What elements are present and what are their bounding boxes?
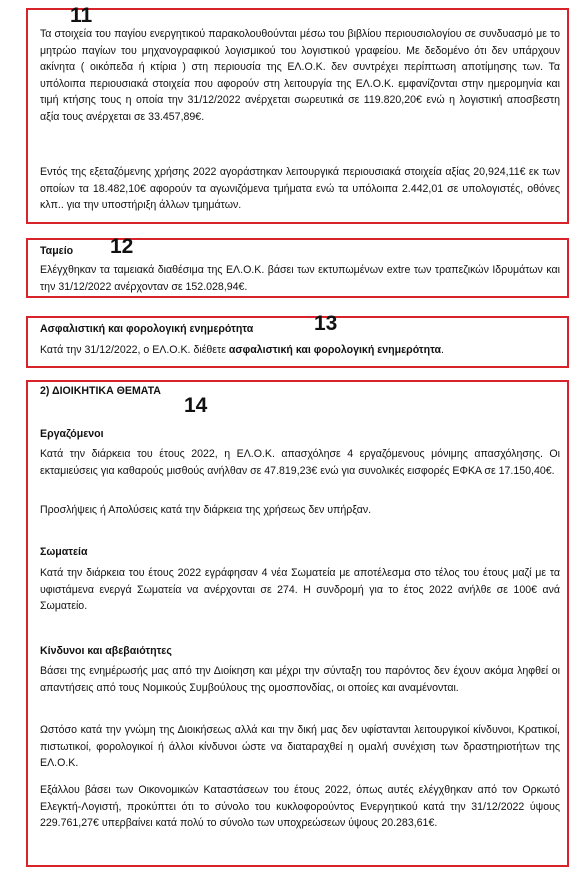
section-number-14: 14 bbox=[184, 394, 208, 417]
section-11-paragraph-2: Εντός της εξεταζόμενης χρήσης 2022 αγοράστηκαν λειτουργικά περιουσιακά στοιχεία αξίας 20,924,11€ εκ των οποίων τα 18.482,10€ αφορούν τα αγωνιζόμενα τμήματα ενώ τα υπόλοιπα 2.442,01 σε υπολογιστές, οθόνες κλπ.. για την υποστήριξη άλλων τμημάτων. bbox=[40, 166, 560, 212]
clubs-heading: Σωματεία bbox=[40, 546, 88, 558]
employees-paragraph-1: Κατά την διάρκεια του έτους 2022, η ΕΛ.Ο.Κ. απασχόλησε 4 εργαζόμενους μόνιμης απασχόλησης. Οι εκταμιεύσεις για καθαρούς μισθούς ανήλθαν σε 47.819,23€ ενώ για συνολικές εισφορές ΕΦΚΑ σε 17.150,40€. bbox=[40, 448, 560, 477]
section-14-title: 2) ΔΙΟΙΚΗΤΙΚΑ ΘΕΜΑΤΑ bbox=[40, 385, 161, 397]
section-13-text-bold: ασφαλιστική και φορολογική ενημερότητα bbox=[228, 344, 442, 356]
risks-paragraph-1: Βάσει της ενημέρωσής μας από την Διοίκηση και μέχρι την σύνταξη του παρόντος δεν έχουν ακόμα ληφθεί οι απαντήσεις από τους Νομικούς Συμβούλους της ομοσπονδίας, οι οποίες και αναμένονται. bbox=[40, 665, 560, 694]
risks-paragraph-3: Εξάλλου βάσει των Οικονομικών Καταστάσεων του έτους 2022, όπως αυτές ελέγχθηκαν από τον Ορκωτό Ελεγκτή-Λογιστή, προκύπτει ότι το σύνολο του κυκλοφορούντος Ενεργητικού κατά την 31/12/2022 ύψους 229.761,27€ υπερβαίνει κατά πολύ το σύνολο των υποχρεώσεων ύψους 20.283,61€. bbox=[40, 784, 560, 830]
employees-heading: Εργαζόμενοι bbox=[40, 428, 104, 440]
section-13-title: Ασφαλιστική και φορολογική ενημερότητα bbox=[40, 323, 254, 335]
section-12-box bbox=[26, 235, 569, 298]
section-12-paragraph: Ελέγχθηκαν τα ταμειακά διαθέσιμα της ΕΛ.Ο.Κ. βάσει των εκτυπωμένων extre των τραπεζικών Ιδρυμάτων και την 31/12/2022 ανέρχονταν σε 152.028,94€. bbox=[40, 264, 560, 293]
section-13-text-prefix: Κατά την 31/12/2022, ο ΕΛ.Ο.Κ. διέθετε bbox=[40, 344, 229, 356]
risks-heading: Κίνδυνοι και αβεβαιότητες bbox=[40, 645, 172, 657]
risks-paragraph-2: Ωστόσο κατά την γνώμη της Διοικήσεως αλλά και την δική μας δεν υφίστανται λειτουργικοί κίνδυνοι, Κρατικοί, πιστωτικοί, φορολογικοί ή άλλοι κίνδυνοι ώστε να διαταραχθεί η ομαλή συνέχιση των δραστηριοτήτων της ΕΛ.Ο.Κ. bbox=[40, 724, 560, 770]
employees-paragraph-2: Προσλήψεις ή Απολύσεις κατά την διάρκεια της χρήσεως δεν υπήρξαν. bbox=[40, 504, 372, 516]
section-number-13: 13 bbox=[314, 312, 338, 335]
section-number-12: 12 bbox=[110, 235, 134, 258]
section-number-11: 11 bbox=[70, 4, 93, 27]
section-14-box bbox=[26, 380, 569, 867]
clubs-paragraph: Κατά την διάρκεια του έτους 2022 εγράφησαν 4 νέα Σωματεία με αποτέλεσμα στο τέλος του έτους μαζί με τα υφιστάμενα ενεργά Σωματεία να ανέρχονται σε 274. Η συνδρομή για το έτος 2022 ανήλθε σε 100€ ανά Σωματείο. bbox=[40, 567, 560, 613]
section-13-box bbox=[26, 312, 569, 368]
section-13-paragraph bbox=[40, 342, 560, 359]
section-12-title: Ταμείο bbox=[40, 245, 74, 257]
section-11-paragraph-1: Τα στοιχεία του παγίου ενεργητικού παρακολουθούνται μέσω του βιβλίου περιουσιολογίου σε συνδυασμό με το μητρώο παγίων του μηχανογραφικού λογισμικού του λογιστικού γραφείου. Με δεδομένο ότι δεν υπάρχουν ακίνητα ( οικόπεδα ή κτίρια ) στη περιουσία της ΕΛ.Ο.Κ. δεν συντρέχει περίπτωση αποτίμησης των. Τα υπόλοιπα περιουσιακά στοιχεία που αφορούν στη λειτουργία της ΕΛ.Ο.Κ. εμφανίζονται στην ημερομηνία και τιμή κτήσης τους η οποία την 31/12/2022 ανέρχεται σωρευτικά σε 119.820,20€ ενώ η λογιστική αποσβεστη αξία τους ανέρχεται σε 33.457,89€. bbox=[40, 28, 560, 123]
section-11-box bbox=[26, 4, 569, 224]
section-13-text-suffix: . bbox=[441, 344, 444, 356]
